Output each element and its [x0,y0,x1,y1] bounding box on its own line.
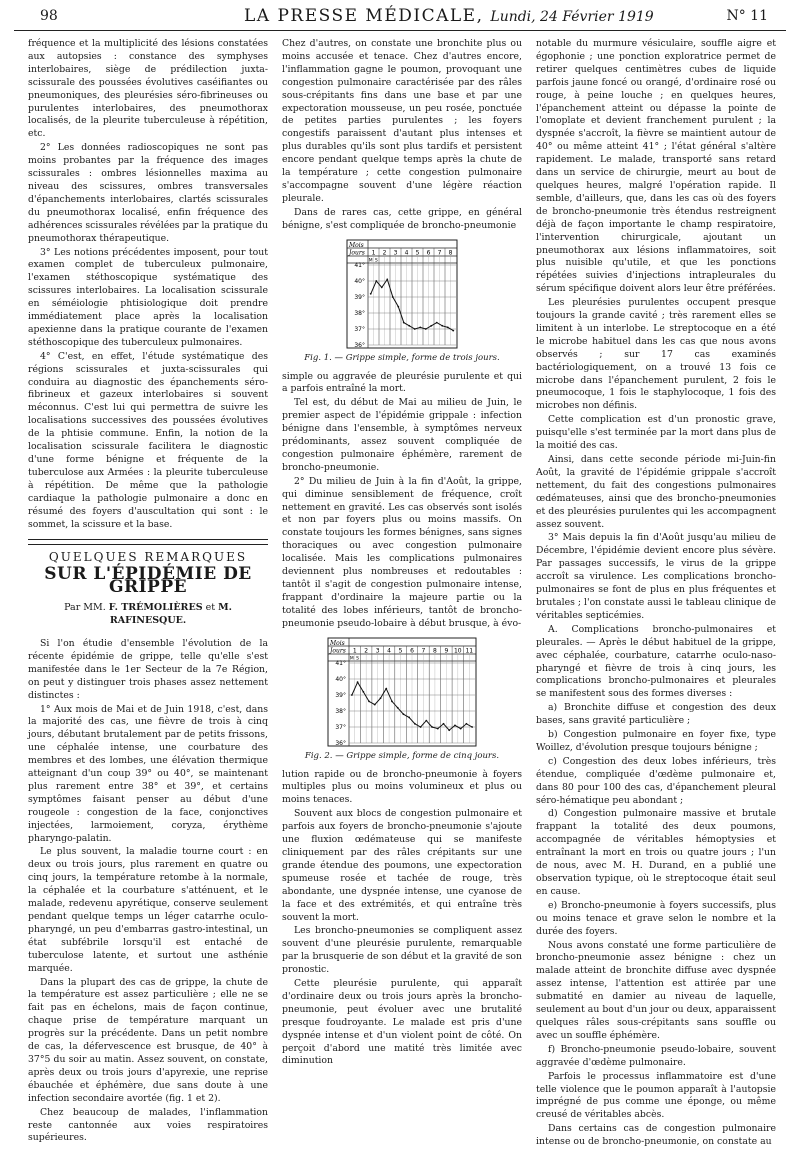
section-kicker: QUELQUES REMARQUES [48,550,248,565]
temp-tick-label: 40° [354,277,365,285]
temperature-point [443,723,445,725]
temperature-point [397,707,399,709]
paragraph: Le plus souvent, la maladie tourne court : en deux ou trois jours, plus rarement en quatre ou cinq jours, la température retombe à la normale, la céphalée et la courbature s'atténuent, et le malade, redevenu apyrétique, conserve seulement pendant quelque temps un léger catarrhe oculo-pharyngé, un peu d'embarras gastro-intestinal, un état subfébrile lorsqu'il est entaché de tuberculose latente, et surtout une asthénie marquée. [28,846,268,974]
day-tick-label: 9 [444,647,449,655]
temperature-point [425,719,427,721]
temperature-point [380,697,382,699]
paragraph: Les pleurésies purulentes occupent presque toujours la grande cavité ; très rarement elles se limitent à un interlobe. Le streptocoque en a été le microbe habituel dans les cas que nous avons observés ; sur 17 cas examinés bactériologiquement, on a trouvé 13 fois ce microbe dans l'épanchement purulent, 2 fois le pneumocoque, 1 fois le staphylocoque, 1 fois des microbes non définis. [536,297,776,412]
day-tick-label: 1 [371,249,376,257]
paragraph: c) Congestion des deux lobes inférieurs, très étendue, compliquée d'œdème pulmonaire et, dans 80 pour 100 des cas, d'épanchement pleural séro-hématique peu abondant ; [536,755,776,806]
temp-tick-label: 37° [335,723,346,731]
page-number: 98 [40,8,58,24]
author-2: M. RAFINESQUE. [109,602,232,627]
header-label: Mois [330,639,345,647]
paragraph: A. Complications broncho-pulmonaires et pleurales. — Après le début habituel de la grippe, avec céphalée, courbature, catarrhe oculo-naso-pharyngé et fièvre de trois à cinq jours, les complications broncho-pulmonaires et pleurales se manifestent sous des formes diverses : [536,623,776,700]
column-1 [28,38,268,1144]
temp-tick-label: 36° [354,341,365,349]
temperature-point [419,326,421,328]
column-3 [536,38,776,1148]
temperature-point [437,727,439,729]
paragraph: Les broncho-pneumonies se compliquent assez souvent d'une pleurésie purulente, remarquable par la brusquerie de son début et la gravité de son pronostic. [282,925,522,976]
paragraph: Parfois le processus inflammatoire est d'une telle violence que le poumon apparaît à l'autopsie imprégné de pus comme une éponge, ou même creusé de véritables abcès. [536,1070,776,1121]
sub-tick-label: S [356,656,360,662]
temperature-point [454,724,456,726]
paragraph: b) Congestion pulmonaire en foyer fixe, type Woillez, d'évolution presque toujours bénigne ; [536,729,776,753]
paragraph: 4° C'est, en effet, l'étude systématique des régions scissurales et juxta-scissurales qui conduira au diagnostic des épanchements séro-fibrineux et gazeux interlobaires si souvent méconnus. C'est lui qui permettra de suivre les localisations successives des poussées évolutives de la phtisie commune. Enfin, la notion de la localisation scissurale facilitera le diagnostic d'une forme bénigne et fréquente de la tuberculose aux Armées : la pleurite tuberculeuse à répétition. De même que la pathologie cardiaque la pathologie pulmonaire a donc en résumé des foyers d'auscultation qui sont : le sommet, la scissure et la base. [28,350,268,530]
day-tick-label: 2 [364,647,369,655]
day-tick-label: 8 [448,249,453,257]
temp-tick-label: 40° [335,675,346,683]
day-tick-label: 2 [382,249,387,257]
temperature-point [392,296,394,298]
temperature-point [441,324,443,326]
temperature-point [414,328,416,330]
temperature-point [403,713,405,715]
day-tick-label: 5 [398,647,403,655]
temperature-point [408,716,410,718]
temperature-point [374,703,376,705]
paragraph: lution rapide ou de broncho-pneumonie à foyers multiples plus ou moins volumineux et plus ou moins tenaces. [282,768,522,806]
byline-and: et [205,602,216,614]
paragraph: Dans certains cas de congestion pulmonaire intense ou de broncho-pneumonie, on constate au [536,1123,776,1148]
figure-1-caption: Fig. 1. — Grippe simple, forme de trois jours. [304,352,500,363]
temperature-point [351,694,353,696]
figure-2 [282,637,522,763]
temperature-point [452,329,454,331]
day-tick-label: 6 [426,249,431,257]
day-tick-label: 10 [453,647,462,655]
temp-tick-label: 41° [335,659,346,667]
temp-tick-label: 38° [335,707,346,715]
temperature-point [466,723,468,725]
sub-tick-label: M [349,656,354,662]
paragraph: Nous avons constaté une forme particulière de broncho-pneumonie assez bénigne : chez un malade atteint de bronchite diffuse avec dyspnée assez intense, l'attention est attirée par une submatité en damier au niveau de laquelle, seulement au bout d'un jour ou deux, apparaissent quelques râles sous-crépitants sans souffle ou avec un souffle éphémère. [536,939,776,1041]
paragraph: 3° Les notions précédentes imposent, pour tout examen complet de tuberculeux pulmonaire, l'examen stéthoscopique systématique des scissures interlobaires. La localisation scissurale en séméiologie phtisiologique doit prendre immédiatement place après la localisation apexienne dans la pratique courante de l'examen stéthoscopique des tuberculeux pulmonaires. [28,246,268,348]
sub-tick-label: M [368,258,373,264]
temperature-point [431,726,433,728]
author-1: F. TRÉMOLIÈRES [108,602,203,614]
temperature-point [471,726,473,728]
section-divider-thin [28,544,268,545]
temperature-point [397,305,399,307]
temp-tick-label: 37° [354,325,365,333]
paragraph: Chez d'autres, on constate une bronchite plus ou moins accusée et tenace. Chez d'autres encore, l'inflammation gagne le poumon, provoquant une congestion pulmonaire caractérisée par des râles sous-crépitants fins dans une base et par une expectoration mousseuse, un peu rosée, ponctuée de petites parties purulentes ; les foyers congestifs paraissent d'autant plus intenses et plus durables qu'ils sont plus tardifs et persistent encore pendant quelque temps après la chute de la température ; cette congestion pulmonaire s'accompagne souvent d'une légère réaction pleurale. [282,38,522,204]
paragraph: Ainsi, dans cette seconde période mi-Juin-fin Août, la gravité de l'épidémie grippale s'accroît nettement, du fait des congestions pulmonaires œdémateuses, ainsi que des broncho-pneumonies et des pleurésies purulentes qui les accompagnent assez souvent. [536,454,776,530]
temperature-point [408,324,410,326]
paragraph: d) Congestion pulmonaire massive et brutale frappant la totalité des deux poumons, accompagnée de véritables hémoptysies et entraînant la mort en trois ou quatre jours ; l'un de nous, avec M. H. Durand, en a publié une observation typique, où le streptocoque était seul en cause. [536,808,776,897]
byline [28,602,268,628]
paragraph: 2° Du milieu de Juin à la fin d'Août, la grippe, qui diminue sensiblement de fréquence, croît nettement en gravité. Les cas observés sont isolés et non par foyers plus ou moins massifs. On constate toujours les formes bénignes, sans signes thoraciques ou avec congestion pulmonaire localisée. Mais les complications pulmonaires deviennent plus nombreuses et redoutables : tantôt il s'agit de congestion pulmonaire intense, frappant d'ordinaire la majeure partie ou la totalité des lobes inférieurs, tantôt de broncho-pneumonie pseudo-lobaire à début brusque, à évo- [282,475,522,629]
day-tick-label: 5 [415,249,420,257]
temperature-point [370,292,372,294]
temperature-point [425,328,427,330]
paragraph: Chez beaucoup de malades, l'inflammation reste cantonnée aux voies respiratoires supérieures. [28,1106,268,1144]
paragraph: simple ou aggravée de pleurésie purulente et qui a parfois entraîné la mort. [282,370,522,395]
journal-name: LA PRESSE MÉDICALE, [244,6,484,26]
temperature-point [385,687,387,689]
temp-tick-label: 38° [354,309,365,317]
temperature-point [381,286,383,288]
temp-tick-label: 41° [354,261,365,269]
page-header [14,0,786,31]
sub-tick-label: S [374,258,378,264]
paragraph: Cette pleurésie purulente, qui apparaît d'ordinaire deux ou trois jours après la broncho-pneumonie, peut évoluer avec une brutalité presque foudroyante. Le malade est pris d'une dyspnée intense et d'un violent point de côté. On perçoit d'abord une matité très limitée avec diminution [282,978,522,1067]
row-label: Jours [330,647,346,655]
temperature-point [368,700,370,702]
paragraph: Si l'on étudie d'ensemble l'évolution de la récente épidémie de grippe, telle qu'elle s'est manifestée dans le 1er Secteur de la 7e Région, on peut y distinguer trois phases assez nettement distinctes : [28,637,268,701]
day-tick-label: 11 [465,647,474,655]
temperature-point [357,681,359,683]
section-divider [28,539,268,540]
paragraph: fréquence et la multiplicité des lésions constatées aux autopsies : constance des symphyses interlobaires, siège de prédilection juxta-scissurale des poussées évolutives caséifiantes ou pneumoniques, des pleurésies séro-fibrineuses ou purulentes interlobaires, des pneumothorax localisés, de la pleurite tuberculeuse à répétition, etc. [28,38,268,140]
column-2 [282,38,522,1078]
day-tick-label: 4 [404,249,409,257]
temperature-point [436,321,438,323]
temperature-point [420,726,422,728]
day-tick-label: 1 [352,647,357,655]
article-title: SUR L'ÉPIDÉMIE DE GRIPPE [44,564,252,598]
temperature-point [386,278,388,280]
day-tick-label: 4 [387,647,392,655]
day-tick-label: 8 [432,647,437,655]
day-tick-label: 6 [410,647,414,655]
temperature-point [362,691,364,693]
temp-tick-label: 39° [354,293,365,301]
paragraph: 2° Les données radioscopiques ne sont pas moins probantes par la fréquence des images scissurales : ombres lésionnelles maxima au niveau des scissures, ombres transversales d'épanchements interlobaires, clartés scissurales du pneumothorax localisé, enfin fréquence des adhérences scissurales révélées par la pratique du pneumothorax thérapeutique. [28,142,268,244]
paragraph: Cette complication est d'un pronostic grave, puisqu'elle s'est terminée par la mort dans plus de la moitié des cas. [536,414,776,452]
text-columns [28,38,786,1148]
paragraph: Souvent aux blocs de congestion pulmonaire et parfois aux foyers de broncho-pneumonie s'ajoute une fluxion œdémateuse qui se manifeste cliniquement par des râles crépitants sur une grande étendue des poumons, une expectoration spumeuse rosée et tachée de rouge, très abondante, une dyspnée intense, une cyanose de la face et des extrémités, et qui entraîne très souvent la mort. [282,808,522,923]
temperature-point [414,723,416,725]
temperature-point [448,729,450,731]
temp-tick-label: 36° [335,739,346,747]
paragraph: e) Broncho-pneumonie à foyers successifs, plus ou moins tenace et grave selon le nombre et la durée des foyers. [536,899,776,937]
temperature-point [391,700,393,702]
temperature-chart-1 [346,239,458,349]
issue-date: Lundi, 24 Février 1919 [490,9,654,25]
temp-tick-label: 39° [335,691,346,699]
temperature-point [430,324,432,326]
paragraph: 3° Mais depuis la fin d'Août jusqu'au milieu de Décembre, l'épidémie devient encore plus sévère. Par passages successifs, le virus de la grippe accroît sa virulence. Les complications broncho-pulmonaires se font de plus en plus fréquentes et brutales ; l'on constate aussi le tableau clinique de véritables septicémies. [536,532,776,621]
paragraph: Dans de rares cas, cette grippe, en général bénigne, s'est compliquée de broncho-pneumonie [282,206,522,231]
figure-2-caption: Fig. 2. — Grippe simple, forme de cinq jours. [304,750,500,761]
day-tick-label: 3 [375,647,380,655]
row-label: Jours [349,249,365,257]
day-tick-label: 7 [437,249,442,257]
paragraph: 1° Aux mois de Mai et de Juin 1918, c'est, dans la majorité des cas, une fièvre de trois à cinq jours, débutant brutalement par de petits frissons, une céphalée intense, une courbature des membres et des lombes, une élévation thermique atteignant d'un coup 39° ou 40°, se maintenant plus rarement entre 38° et 39°, et certains symptômes faisant penser au début d'une rougeole : congestion de la face, conjonctives injectées, larmoiement, coryza, érythème pharyngo-palatin. [28,703,268,844]
day-tick-label: 7 [421,647,426,655]
paragraph: a) Bronchite diffuse et congestion des deux bases, sans gravité particulière ; [536,702,776,727]
temperature-point [375,280,377,282]
figure-1 [282,239,522,365]
temperature-point [460,727,462,729]
paragraph: notable du murmure vésiculaire, souffle aigre et égophonie ; une ponction exploratrice permet de retirer quelques centimètres cubes de liquide parfois jaune foncé ou orangé, d'ordinaire rosé ou rouge, à peine louche ; en quelques heures, l'épanchement atteint ou dépasse la pointe de l'omoplate et devient franchement purulent ; la dyspnée s'accroît, la fièvre se maintient autour de 40° ou même atteint 41° ; l'état général s'altère rapidement. Le malade, transporté sans retard dans un service de chirurgie, meurt au bout de quelques heures, malgré l'opération rapide. Il semble, d'ailleurs, que, dans les cas où des foyers de broncho-pneumonie très étendus restreignent déjà de façon importante le champ respiratoire, l'intervention chirurgicale, ajoutant un pneumothorax aux lésions inflammatoires, soit plus nuisible qu'utile, et que les ponctions répétées suivies d'injections intrapleurales du sérum spécifique doivent alors leur être préférées. [536,38,776,295]
temperature-point [403,321,405,323]
temperature-point [447,326,449,328]
day-tick-label: 3 [393,249,398,257]
paragraph: Dans la plupart des cas de grippe, la chute de la température est assez particulière ; elle ne se fait pas en échelons, mais de façon continue, chaque prise de température marquant un progrès sur la précédente. Dans un petit nombre de cas, la défervescence est brusque, de 40° à 37°5 du soir au matin. Assez souvent, on constate, après deux ou trois jours d'apyrexie, une reprise ébauchée et éphémère, due sans doute à une infection secondaire avortée (fig. 1 et 2). [28,976,268,1104]
temperature-chart-2 [327,637,477,747]
byline-prefix: Par MM. [64,602,106,614]
paragraph: Tel est, du début de Mai au milieu de Juin, le premier aspect de l'épidémie grippale : infection bénigne dans l'ensemble, à symptômes nerveux prédominants, assez souvent compliquée de congestion pulmonaire éphémère, rarement de broncho-pneumonie. [282,397,522,473]
paragraph: f) Broncho-pneumonie pseudo-lobaire, souvent aggravée d'œdème pulmonaire. [536,1043,776,1068]
issue-number: N° 11 [726,8,768,24]
journal-title [244,6,654,26]
header-label: Mois [349,241,364,249]
